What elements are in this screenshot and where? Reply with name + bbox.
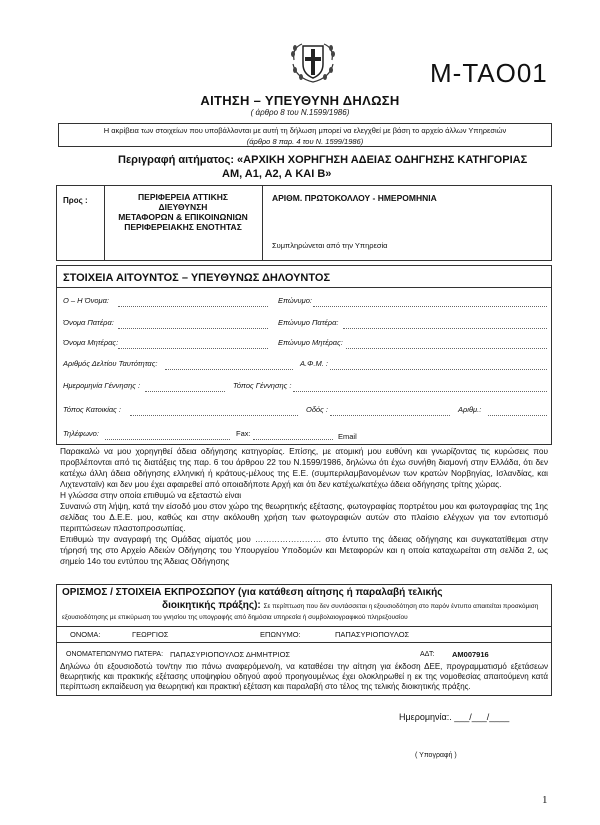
page-number: 1 xyxy=(542,794,548,806)
representative-title-line-2: διοικητικής πράξης): xyxy=(162,600,261,611)
applicant-title: ΣΤΟΙΧΕΙΑ ΑΙΤΟΥΝΤΟΣ – ΥΠΕΥΘΥΝΩΣ ΔΗΛΟΥΝΤΟΣ xyxy=(63,272,331,284)
birth-place-field[interactable] xyxy=(293,391,547,392)
birth-date-label: Ημερομηνία Γέννησης : xyxy=(63,381,141,390)
fax-field[interactable] xyxy=(253,439,333,440)
surname-field[interactable] xyxy=(313,306,547,307)
notice-line-1: Η ακρίβεια των στοιχείων που υποβάλλονται με αυτή τη δήλωση μπορεί να ελεγχθεί με βάση το αρχείο άλλων Υπηρεσιών xyxy=(103,126,507,135)
representative-note-b: εξουσιοδότησης με επικύρωση του γνησίου της υπογραφής από δημόσια υπηρεσία ή συμβολαιογραφικού πληρεξουσίου xyxy=(62,614,408,621)
rep-adt-label: ΑΔΤ: xyxy=(420,651,435,658)
birth-date-field[interactable] xyxy=(145,391,225,392)
name-label: Ο – Η Όνομα: xyxy=(63,296,110,305)
recipient-divider-2 xyxy=(262,185,263,261)
recipient-label: Προς : xyxy=(63,196,88,205)
service-note: Συμπληρώνεται από την Υπηρεσία xyxy=(272,241,388,250)
street-label: Οδός : xyxy=(306,405,328,414)
birth-place-label: Τόπος Γέννησης : xyxy=(233,381,292,390)
declaration-p1: Παρακαλώ να μου χορηγηθεί άδεια οδήγησης κατηγορίας. Επίσης, με ατομική μου ευθύνη και γνωρίζοντας τις κυρώσεις που προβλέπονται από τις διατάξεις της παρ. 6 του άρθρου 22 του Ν.1599/1986, δηλώνω ότι έχω συνήθη διαμονή στην Ελλάδα, ότι δεν κατέχω άλλη άδεια οδήγησης ελληνική ή κράτους-μέλους της Ε.Ε. (συμπεριλαμβανομένων των κρατών Νορβηγίας, Ισλανδίας, και Λιχτενσταϊν) και δεν μου έχει αφαιρεθεί από οποιαδήποτε Αρχή και ότι δεν κατέχω/κατέχω άδεια οδήγησης τρίτης χώρας. xyxy=(60,446,548,489)
rep-surname-label: ΕΠΩΝΥΜΟ: xyxy=(260,630,301,639)
recipient-authority xyxy=(106,192,260,232)
rep-father-label: ΟΝΟΜΑΤΕΠΩΝΥΜΟ ΠΑΤΕΡΑ: xyxy=(66,651,164,658)
number-label: Αριθμ.: xyxy=(458,405,482,414)
street-field[interactable] xyxy=(330,415,450,416)
representative-note-a: Σε περίπτωση που δεν συντάσσεται η εξουσιοδότηση στο παρόν έντυπο απαιτείται προσκόμιση xyxy=(263,603,539,610)
accuracy-notice xyxy=(58,123,552,147)
father-surname-field[interactable] xyxy=(343,328,547,329)
applicant-box xyxy=(56,265,552,445)
residence-label: Τόπος Κατοικίας : xyxy=(63,405,121,414)
authorization-statement: Δηλώνω ότι εξουσιοδοτώ τον/την πιο πάνω αναφερόμενο/η, να καταθέσει την αίτηση για έκδοση ΔΕΕ, προγραμματισμό εξετάσεων θεωρητικής και πρακτικής εξέτασης υποψηφίου οδηγού αφού προηγουμένως έχει ολοκληρωθεί η εκ της νομοθεσίας απαιτούμενη κατά περίπτωση εκπαίδευση για θεωρητική και πρακτική εξέταση και παραλαβή στο τέλος της τελικής διοικητικής πράξης. xyxy=(60,662,548,691)
number-field[interactable] xyxy=(488,415,547,416)
greek-emblem-icon xyxy=(288,38,338,84)
representative-title-line-1: ΟΡΙΣΜΟΣ / ΣΤΟΙΧΕΙΑ ΕΚΠΡΟΣΩΠΟΥ (για κατάθεση αίτησης ή παραλαβή τελικής xyxy=(62,587,443,598)
declaration-p3: Συναινώ στη λήψη, κατά την είσοδό μου στον χώρο της θεωρητικής εξέτασης, φωτογραφίας πορτρέτου μου και φωτογραφίας της 1ης σελίδας του Δ.Ε.Ε. μου, καθώς και στην ακόλουθη χρήση των φωτογραφιών αυτών στο πλαίσιο ελέγχων για τον εντοπισμό περιπτώσεων πλαστοπροσωπίας. xyxy=(60,501,548,533)
representative-title xyxy=(62,586,548,613)
mother-name-field[interactable] xyxy=(118,348,268,349)
notice-line-2: (άρθρο 8 παρ. 4 του Ν. 1599/1986) xyxy=(246,137,364,146)
mother-surname-field[interactable] xyxy=(346,348,547,349)
rep-father-value[interactable]: ΠΑΠΑΣΥΡΙΟΠΟΥΛΟΣ ΔΗΜΗΤΡΙΟΣ xyxy=(170,650,291,659)
rep-name-label: ΟΝΟΜΑ: xyxy=(70,630,101,639)
surname-label: Επώνυμο: xyxy=(278,296,312,305)
father-name-label: Όνομα Πατέρα: xyxy=(63,318,114,327)
afm-field[interactable] xyxy=(330,369,547,370)
request-categories: ΑΜ, Α1, Α2, Α ΚΑΙ Β» xyxy=(222,168,332,180)
declaration-p4: Επιθυμώ την αναγραφή της Ομάδας αίματός μου …………………… στο έντυπο της άδειας οδήγησης και συγκατατίθεμαι στην τήρησή της στο Αρχείο Αδειών Οδήγησης του Υπουργείου Υποδομών και Μεταφορών και η οποία καταχωρείται στη σελίδα 2, ως σημείο 14ο του εντύπου της Άδειας Οδήγησης xyxy=(60,534,548,566)
mother-surname-label: Επώνυμο Μητέρας: xyxy=(278,338,343,347)
residence-field[interactable] xyxy=(130,415,298,416)
recipient-line-3: ΜΕΤΑΦΟΡΩΝ & ΕΠΙΚΟΙΝΩΝΙΩΝ xyxy=(118,212,248,222)
id-number-label: Αριθμός Δελτίου Ταυτότητας: xyxy=(63,359,158,368)
form-title: ΑΙΤΗΣΗ – ΥΠΕΥΘΥΝΗ ΔΗΛΩΣΗ xyxy=(200,93,400,108)
father-name-field[interactable] xyxy=(118,328,268,329)
email-label: Email xyxy=(338,432,357,441)
form-subtitle: ( άρθρο 8 του Ν.1599/1986) xyxy=(250,108,350,117)
protocol-label: ΑΡΙΘΜ. ΠΡΩΤΟΚΟΛΛΟΥ - ΗΜΕΡΟΜΗΝΙΑ xyxy=(272,193,437,203)
fax-label: Fax: xyxy=(236,429,251,438)
name-field[interactable] xyxy=(118,306,268,307)
applicant-title-rule xyxy=(56,287,552,288)
phone-field[interactable] xyxy=(105,439,230,440)
request-description: Περιγραφή αιτήματος: «ΑΡΧΙΚΗ ΧΟΡΗΓΗΣΗ ΑΔΕΙΑΣ ΟΔΗΓΗΣΗΣ ΚΑΤΗΓΟΡΙΑΣ xyxy=(118,154,528,166)
rep-surname-value[interactable]: ΠΑΠΑΣΥΡΙΟΠΟΥΛΟΣ xyxy=(335,630,410,639)
recipient-line-1: ΠΕΡΙΦΕΡΕΙΑ ΑΤΤΙΚΗΣ xyxy=(138,192,228,202)
afm-label: Α.Φ.Μ. : xyxy=(300,359,328,368)
rep-name-value[interactable]: ΓΕΩΡΓΙΟΣ xyxy=(132,630,169,639)
rep-name-row xyxy=(56,626,552,643)
mother-name-label: Όνομα Μητέρας: xyxy=(63,338,119,347)
rep-adt-value[interactable]: ΑΜ007916 xyxy=(452,650,489,659)
recipient-divider-1 xyxy=(104,185,105,261)
date-field[interactable]: Ημερομηνία:. ___/___/____ xyxy=(399,712,510,722)
recipient-line-2: ΔΙΕΥΘΥΝΣΗ xyxy=(158,202,208,212)
father-surname-label: Επώνυμο Πατέρα: xyxy=(278,318,339,327)
declaration-p2: Η γλώσσα στην οποία επιθυμώ να εξεταστώ είναι xyxy=(60,490,242,500)
id-number-field[interactable] xyxy=(165,369,293,370)
phone-label: Τηλέφωνο: xyxy=(63,429,99,438)
form-code: M-TAO01 xyxy=(430,58,548,88)
recipient-line-4: ΠΕΡΙΦΕΡΕΙΑΚΗΣ ΕΝΟΤΗΤΑΣ xyxy=(124,222,242,232)
declaration-text xyxy=(60,446,548,567)
signature-label: ( Υπογραφή ) xyxy=(415,752,457,759)
